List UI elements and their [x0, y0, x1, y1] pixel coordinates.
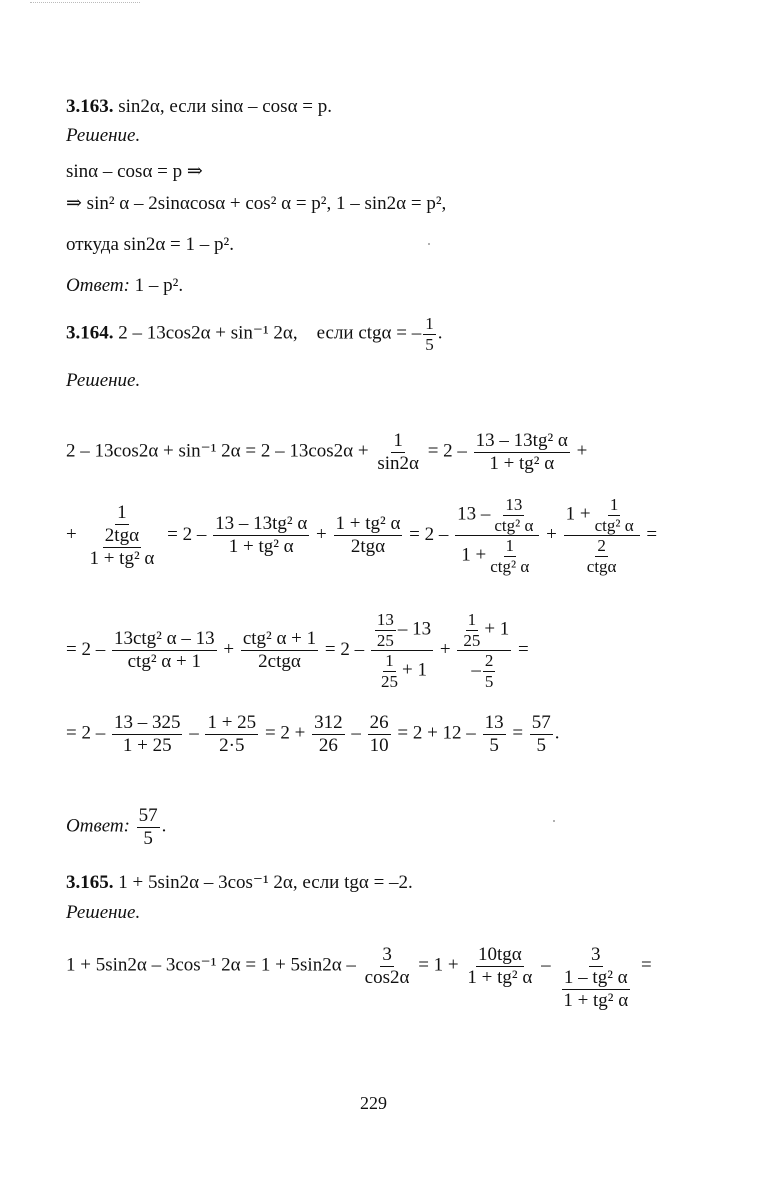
expression-text: – — [189, 722, 199, 744]
denominator: cos2α — [364, 966, 410, 988]
denominator: 1 + tg² α — [228, 536, 294, 558]
fraction — [379, 651, 400, 691]
expression-text: – — [351, 722, 361, 744]
numerator: 57 — [138, 805, 158, 826]
denominator: 1 + tg² α — [489, 452, 555, 474]
answer-line — [66, 275, 183, 297]
denominator: 2ctgα — [258, 651, 301, 673]
fraction — [213, 513, 309, 558]
numerator: 1 — [467, 610, 477, 629]
denominator: 5 — [484, 671, 494, 691]
fraction — [483, 712, 506, 757]
expression-text: = 2 – — [66, 722, 106, 744]
expression-text: = — [640, 954, 652, 976]
denominator — [83, 525, 160, 570]
numerator: 1 — [609, 495, 619, 514]
denominator: ctgα — [586, 556, 617, 576]
denominator: 10 — [369, 734, 389, 756]
answer-fraction — [137, 805, 160, 850]
numerator: 57 — [531, 712, 551, 733]
denominator: 5 — [143, 827, 153, 849]
numerator: 1 — [117, 501, 127, 523]
fraction — [334, 513, 403, 558]
fraction — [530, 712, 553, 757]
expression-text: + — [576, 440, 588, 462]
numerator: 2 — [597, 536, 606, 556]
expression-text: – 13 — [397, 618, 432, 640]
scan-speck — [553, 820, 555, 822]
answer-label: Ответ: — [66, 275, 130, 296]
problem-number: 3.163. — [66, 96, 114, 117]
expression-text: = 2 – — [167, 523, 207, 545]
denominator: sin2α — [377, 452, 419, 474]
fraction — [561, 967, 630, 1012]
expression-text: . — [554, 722, 560, 744]
fraction — [492, 495, 535, 535]
fraction — [593, 495, 636, 535]
fraction — [465, 944, 534, 989]
answer-label: Ответ: — [66, 815, 130, 837]
denominator: 25 — [376, 630, 394, 650]
denominator — [557, 967, 634, 1012]
denominator: ctg² α — [494, 515, 534, 535]
problem-number: 3.165. — [66, 872, 114, 893]
equation-row — [66, 712, 560, 757]
problem-164-header: 3.164. 2 – 13cos2α + sin⁻¹ 2α, если ctgα = – $\frac{1}{5}$ . — [66, 314, 443, 354]
compound-fraction — [457, 610, 511, 691]
compound-fraction — [83, 502, 160, 570]
problem-number: 3.164. — [66, 322, 114, 344]
fraction — [423, 314, 436, 354]
problem-165-header — [66, 872, 413, 894]
page-number: 229 — [360, 1093, 387, 1113]
compound-fraction — [564, 495, 640, 576]
numerator — [455, 495, 539, 536]
denominator — [469, 651, 499, 691]
equation-row — [66, 495, 657, 576]
fraction — [585, 536, 619, 576]
fraction — [474, 430, 570, 475]
equation-row — [66, 430, 587, 475]
expression-text: + — [439, 638, 451, 660]
denominator: ctg² α + 1 — [127, 651, 201, 673]
numerator: 1 + 25 — [207, 712, 257, 733]
expression-text: 1 + — [565, 503, 591, 525]
denominator: 25 — [381, 671, 398, 691]
expression-text: = — [646, 523, 658, 545]
denominator — [459, 536, 535, 576]
fraction — [363, 944, 412, 989]
solution-line: откуда sin2α = 1 – p². — [66, 234, 234, 255]
numerator: 13 — [505, 495, 523, 514]
expression-text: + 1 — [484, 618, 510, 640]
problem-statement: 1 + 5sin2α – 3cos⁻¹ 2α, если tgα = –2. — [118, 872, 413, 893]
solution-label: Решение. — [66, 370, 141, 391]
denominator — [375, 651, 429, 691]
expression-text: = 2 – — [427, 440, 467, 462]
denominator — [581, 536, 623, 576]
fraction — [488, 536, 531, 576]
denominator: 2tgα — [350, 536, 386, 558]
expression-text: = 2 – — [409, 523, 449, 545]
expression-text: = 2 + 12 – — [397, 722, 476, 744]
numerator: 13 — [484, 712, 504, 733]
expression-text: = 1 + — [418, 954, 459, 976]
denominator: 1 + tg² α — [563, 989, 629, 1011]
expression-text: = — [518, 638, 529, 660]
expression-text: = 2 – — [66, 638, 106, 660]
compound-fraction — [557, 944, 634, 1012]
scan-speck — [428, 243, 430, 245]
expression-text: + — [66, 523, 77, 545]
numerator: 1 — [385, 651, 394, 671]
expression-text: – — [541, 954, 551, 976]
fraction — [241, 628, 318, 673]
numerator: ctg² α + 1 — [242, 628, 317, 650]
expression-text: = 2 – — [324, 638, 365, 660]
numerator: 3 — [382, 944, 392, 965]
numerator: 1 + tg² α — [335, 513, 401, 535]
expression-text: = 2 + — [264, 722, 306, 744]
denominator: 26 — [318, 734, 338, 756]
problem-163-header — [66, 96, 332, 118]
numerator — [564, 495, 640, 536]
fraction — [375, 610, 396, 650]
fraction — [112, 628, 217, 673]
problem-statement: sin2α, если sinα – cosα = p. — [118, 96, 332, 117]
numerator: 1 – tg² α — [563, 966, 628, 988]
solution-label: Решение. — [66, 902, 141, 923]
numerator: 312 — [314, 712, 343, 733]
expression-text: + — [546, 523, 557, 545]
denominator: 5 — [425, 334, 434, 354]
fraction — [368, 712, 391, 757]
numerator: 13 — [376, 610, 394, 629]
compound-fraction — [371, 610, 433, 691]
denominator: 1 + tg² α — [89, 547, 155, 569]
fraction — [375, 430, 421, 475]
solution-label: Решение. — [66, 125, 141, 146]
expression-text: + 1 — [402, 659, 427, 681]
equation-row — [66, 944, 652, 1012]
expression-text: . — [161, 815, 167, 837]
fraction — [312, 712, 345, 757]
denominator: 1 + 25 — [122, 734, 172, 756]
solution-line: sinα – cosα = p ⇒ — [66, 161, 203, 182]
numerator: 1 — [393, 430, 403, 451]
expression-text: 13 – — [457, 503, 491, 525]
denominator: 2·5 — [219, 734, 245, 756]
problem-condition: если ctgα = – — [316, 322, 422, 344]
compound-fraction — [455, 495, 539, 576]
denominator: 25 — [463, 630, 481, 650]
numerator — [371, 610, 433, 651]
fraction — [461, 610, 482, 650]
expression-text: 2 – 13cos2α + sin⁻¹ 2α = 2 – 13cos2α + — [66, 440, 369, 462]
denominator: ctg² α — [594, 515, 634, 535]
denominator: 5 — [536, 734, 547, 756]
expression-text: – — [471, 659, 481, 681]
fraction — [87, 525, 156, 570]
solution-line: ⇒ sin² α – 2sinαcosα + cos² α = p², 1 – sin2α = p², — [66, 193, 447, 214]
answer-value: 1 – p². — [134, 275, 184, 296]
fraction — [483, 651, 496, 691]
denominator: ctg² α — [490, 556, 530, 576]
numerator: 2tgα — [104, 524, 140, 546]
expression-text: + — [223, 638, 235, 660]
denominator: 1 + tg² α — [467, 966, 533, 988]
numerator — [457, 610, 511, 651]
numerator: 13ctg² α – 13 — [113, 628, 215, 650]
numerator: 13 – 13tg² α — [475, 430, 568, 451]
top-edge-marks — [30, 2, 140, 6]
problem-expression: 2 – 13cos2α + sin⁻¹ 2α, — [118, 322, 298, 344]
expression-text: 1 + 5sin2α – 3cos⁻¹ 2α = 1 + 5sin2α – — [66, 954, 356, 976]
numerator: 26 — [369, 712, 389, 733]
numerator: 3 — [591, 944, 601, 965]
numerator: 10tgα — [477, 944, 522, 965]
numerator: 1 — [425, 314, 434, 333]
expression-text: + — [316, 523, 327, 545]
numerator: 13 – 325 — [113, 712, 181, 733]
denominator: 5 — [489, 734, 499, 756]
expression-text: = — [512, 722, 524, 744]
expression-text: 1 + — [461, 544, 487, 566]
fraction — [205, 712, 258, 757]
answer-line — [66, 805, 166, 850]
equation-row — [66, 610, 529, 691]
numerator: 13 – 13tg² α — [215, 513, 308, 535]
numerator: 2 — [484, 651, 494, 671]
numerator: 1 — [505, 536, 514, 556]
fraction — [112, 712, 183, 757]
